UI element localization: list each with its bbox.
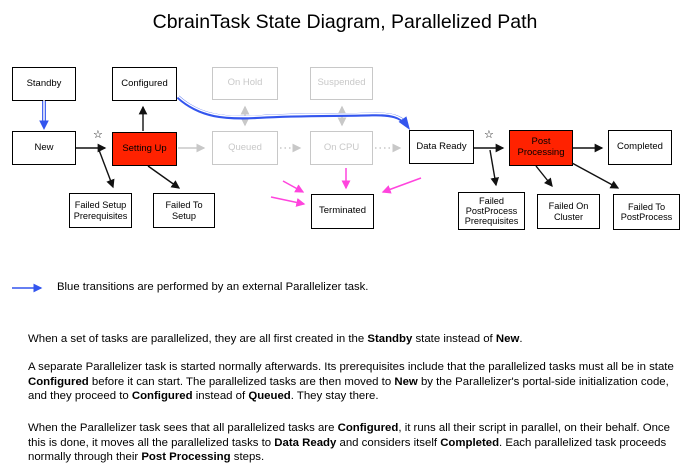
arrow-post-processing-to-failed-to-postprocess [572, 163, 618, 188]
paragraph-parallelizer-run: When the Parallelizer task sees that all parallelized tasks are Configured, it runs all their script in parallel, on their behalf. Once this is done, it moves all the parallelized tasks to Data Ready and considers itself Completed. Each parallelized task proceeds normally through their Post Processing steps. [28, 422, 670, 464]
state-standby: Standby [12, 67, 76, 101]
arrow-to-failed-postprocess-prerequisites [490, 150, 496, 185]
arrow-post-processing-to-failed-on-cluster [536, 166, 552, 186]
prerequisites-star-icon: ☆ [93, 129, 103, 141]
paragraph-parallelizer-start: A separate Parallelizer task is started normally afterwards. Its prerequisites include that the parallelized tasks must all be in state Configured before it can start. The parallelized tasks are then moved to New by the Parallelizer's portal-side initialization code, and they proceed to Configured instead of Queued. They stay there. [28, 361, 674, 403]
state-failed-postprocess-prerequisites: Failed PostProcess Prerequisites [458, 192, 525, 230]
state-suspended: Suspended [310, 67, 373, 100]
state-new: New [12, 131, 76, 165]
state-setting-up: Setting Up [112, 132, 177, 166]
legend-text: Blue transitions are performed by an external Parallelizer task. [57, 281, 369, 293]
state-on-hold: On Hold [212, 67, 278, 100]
state-data-ready: Data Ready [409, 130, 474, 164]
state-post-processing: Post Processing [509, 130, 573, 166]
arrow-to-failed-setup-prerequisites [99, 150, 113, 187]
paragraph-standby-creation: When a set of tasks are parallelized, they are all first created in the Standby state instead of New. [28, 333, 523, 345]
arrow-setting-up-to-failed-to-setup [148, 166, 179, 188]
state-terminated: Terminated [311, 194, 374, 229]
page-title: CbrainTask State Diagram, Parallelized Path [152, 11, 538, 33]
state-failed-setup-prerequisites: Failed Setup Prerequisites [69, 193, 132, 228]
arrow-kill-upper-left-to-terminated [283, 181, 303, 192]
state-completed: Completed [608, 130, 672, 165]
state-on-cpu: On CPU [310, 131, 373, 165]
arrow-kill-left-to-terminated [271, 197, 304, 204]
prerequisites-star-icon: ☆ [484, 129, 494, 141]
arrow-standby-to-new [39, 100, 49, 130]
state-configured: Configured [112, 67, 177, 101]
arrow-configured-to-data-ready [178, 96, 410, 130]
arrow-kill-right-to-terminated [383, 178, 421, 192]
state-failed-to-setup: Failed To Setup [153, 193, 215, 228]
state-failed-on-cluster: Failed On Cluster [537, 194, 600, 229]
state-failed-to-postprocess: Failed To PostProcess [613, 194, 680, 230]
state-queued: Queued [212, 131, 278, 165]
